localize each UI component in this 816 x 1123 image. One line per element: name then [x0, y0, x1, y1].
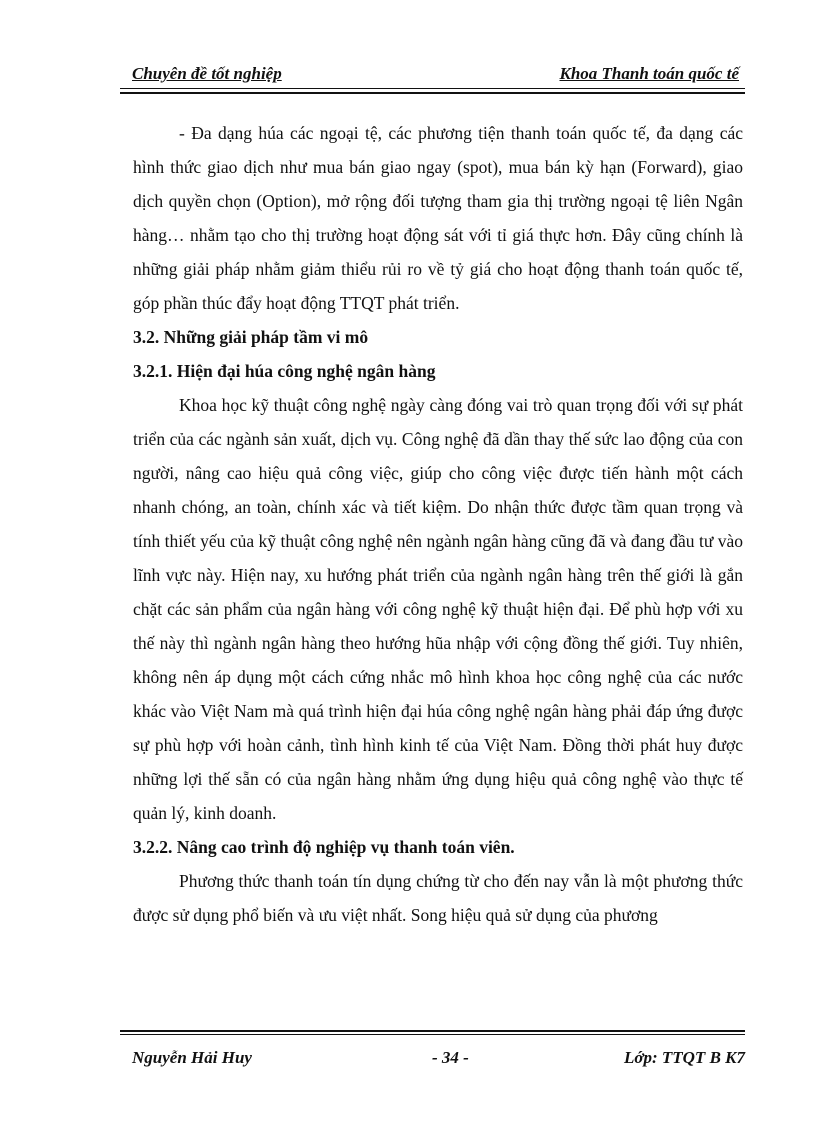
footer-rule-thick [120, 1030, 745, 1032]
header-left-title: Chuyên đề tốt nghiệp [132, 64, 282, 83]
heading-3-2-2: 3.2.2. Nâng cao trình độ nghiệp vụ thanh toán viên. [133, 837, 515, 857]
paragraph-technology: Khoa học kỹ thuật công nghệ ngày càng đóng vai trò quan trọng đối với sự phát triển của các ngành sản xuất, dịch vụ. Công nghệ đã dần thay thế sức lao động của con người, nâng cao hiệu quả công việc, giúp cho công việc được tiến hành một cách nhanh chóng, an toàn, chính xác và tiết kiệm. Do nhận thức được tầm quan trọng và tính thiết yếu của kỹ thuật công nghệ nên ngành ngân hàng cũng đã và đang đầu tư vào lĩnh vực này. Hiện nay, xu hướng phát triển của ngành ngân hàng trên thế giới là gắn chặt các sản phẩm của ngân hàng với công nghệ kỹ thuật hiện đại. Để phù hợp với xu thế này thì ngành ngân hàng theo hướng hũa nhập với cộng đồng thế giới. Tuy nhiên, không nên áp dụng một cách cứng nhắc mô hình khoa học công nghệ của các nước khác vào Việt Nam mà quá trình hiện đại húa công nghệ ngân hàng phải đáp ứng được sự phù hợp với hoàn cảnh, tình hình kinh tế của Việt Nam. Đồng thời phát huy được những lợi thế sẵn có của ngân hàng nhằm ứng dụng hiệu quả công nghệ vào thực tế quản lý, kinh doanh. [133, 395, 743, 823]
footer-rule [120, 1034, 745, 1035]
page-number: - 34 - [432, 1048, 469, 1067]
page-footer [120, 1048, 745, 1072]
footer-author: Nguyễn Hải Huy [132, 1048, 252, 1067]
heading-3-2: 3.2. Những giải pháp tầm vi mô [133, 327, 369, 347]
footer-class: Lớp: TTQT B K7 [623, 1048, 745, 1067]
paragraph-payment-staff: Phương thức thanh toán tín dụng chứng từ cho đến nay vẫn là một phương thức được sử dụng phổ biến và ưu việt nhất. Song hiệu quả sử dụng của phương [133, 871, 743, 925]
header-right-title: Khoa Thanh toán quốc tế [559, 64, 739, 83]
heading-3-2-1: 3.2.1. Hiện đại húa công nghệ ngân hàng [133, 361, 436, 381]
page-header [120, 64, 745, 88]
header-rule [120, 88, 745, 89]
paragraph-diversification: - Đa dạng húa các ngoại tệ, các phương tiện thanh toán quốc tế, đa dạng các hình thức giao dịch như mua bán giao ngay (spot), mua bán kỳ hạn (Forward), giao dịch quyền chọn (Option), mở rộng đối tượng tham gia thị trường ngoại tệ liên Ngân hàng… nhằm tạo cho thị trường hoạt động sát với tỉ giá thực hơn. Đây cũng chính là những giải pháp nhằm giảm thiểu rủi ro về tỷ giá cho hoạt động thanh toán quốc tế, góp phần thúc đẩy hoạt động TTQT phát triển. [133, 123, 743, 313]
header-rule-thick [120, 92, 745, 94]
page-body [133, 116, 743, 932]
